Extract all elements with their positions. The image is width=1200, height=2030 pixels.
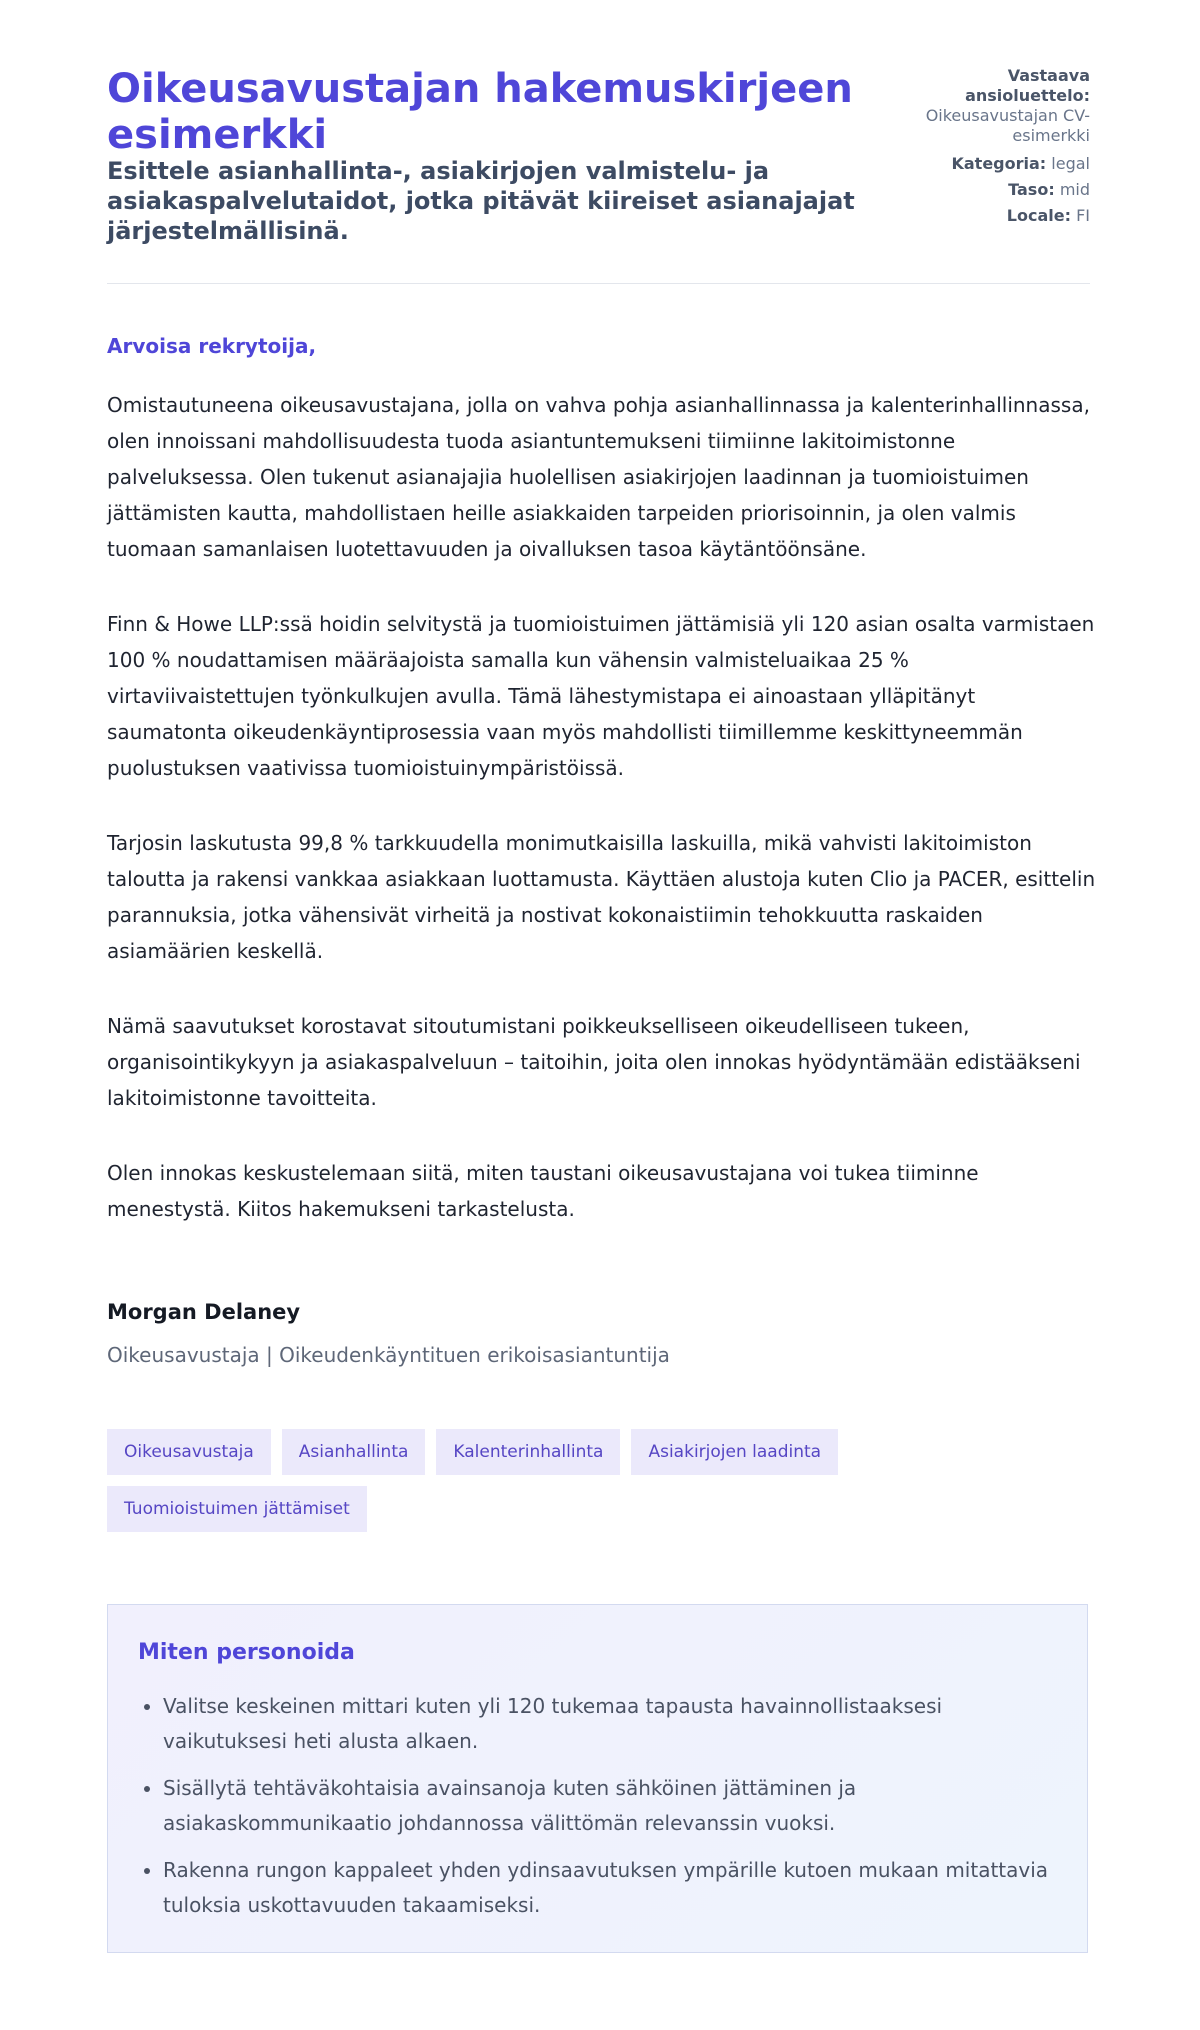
meta-category-label: Kategoria: <box>951 154 1047 173</box>
meta-category-value: legal <box>1051 154 1090 173</box>
signature-name: Morgan Delaney <box>107 1300 301 1324</box>
tip-item: • Sisällytä tehtäväkohtaisia avainsanoja kuten sähköinen jättäminen ja asiakaskommunikaatio johdannossa välittömän relevanssin vuoksi. <box>163 1771 1063 1841</box>
tips-title: Miten personoida <box>138 1640 355 1665</box>
signature-title: Oikeusavustaja | Oikeudenkäyntituen erikoisasiantuntija <box>107 1343 670 1367</box>
letter-paragraph: Tarjosin laskutusta 99,8 % tarkkuudella monimutkaisilla laskuilla, mikä vahvisti lakitoimiston taloutta ja rakensi vankkaa asiakkaan luottamusta. Käyttäen alustoja kuten Clio ja PACER, esittelin parannuksia, jotka vähensivät virheitä ja nostivat kokonaistiimin tehokkuutta raskaiden asiamäärien keskellä. <box>107 831 1096 963</box>
letter-paragraph: Omistautuneena oikeusavustajana, jolla on vahva pohja asianhallinnassa ja kalenterinhallinnassa, olen innoissani mahdollisuudesta tuoda asiantuntemukseni tiimiinne lakitoimistonne palveluksessa. Olen tukenut asianajajia huolellisen asiakirjojen laadinnan ja tuomioistuimen jättämisten kautta, mahdollistaen heille asiakkaiden tarpeiden priorisoinnin, ja olen valmis tuomaan samanlaisen luotettavuuden ja oivalluksen tasoa käytäntöönsäne. <box>107 393 1090 561</box>
keyword-tag: Asiakirjojen laadinta <box>631 1429 838 1475</box>
letter-paragraph: Finn & Howe LLP:ssä hoidin selvitystä ja tuomioistuimen jättämisiä yli 120 asian osalta varmistaen 100 % noudattamisen määräajoista samalla kun vähensin valmisteluaikaa 25 % virtaviivaistettujen työnkulkujen avulla. Tämä lähestymistapa ei ainoastaan ylläpitänyt saumatonta oikeudenkäyntiprosessia vaan myös mahdollisti tiimillemme keskittyneemmän puolustuksen vaativissa tuomioistuinympäristöissä. <box>107 612 1095 780</box>
meta-locale <box>900 206 1090 226</box>
meta-locale-value: FI <box>1076 206 1090 225</box>
meta-level <box>900 180 1090 200</box>
meta-panel <box>900 66 1090 232</box>
keyword-tag: Oikeusavustaja <box>107 1429 271 1475</box>
page-header <box>107 66 1090 284</box>
meta-resume <box>900 66 1090 146</box>
letter-body <box>107 387 1097 1266</box>
signature-block <box>107 1298 670 1369</box>
personalization-tips-box <box>107 1604 1088 1953</box>
keyword-tag: Tuomioistuimen jättämiset <box>107 1486 367 1532</box>
keyword-tag: Kalenterinhallinta <box>436 1429 620 1475</box>
letter-paragraph: Nämä saavutukset korostavat sitoutumistani poikkeukselliseen oikeudelliseen tukeen, organisointikykyyn ja asiakaspalveluun – taitoihin, joita olen innokas hyödyntämään edistääkseni lakitoimistonne tavoitteita. <box>107 1014 1081 1110</box>
meta-resume-label: Vastaava ansioluettelo: <box>965 66 1090 105</box>
meta-locale-label: Locale: <box>1006 206 1071 225</box>
meta-level-label: Taso: <box>1008 180 1055 199</box>
tip-item: • Rakenna rungon kappaleet yhden ydinsaavutuksen ympärille kutoen mukaan mitattavia tuloksia uskottavuuden takaamiseksi. <box>163 1853 1063 1923</box>
meta-level-value: mid <box>1059 180 1090 199</box>
letter-paragraph: Olen innokas keskustelemaan siitä, miten taustani oikeusavustajana voi tukea tiiminne menestystä. Kiitos hakemukseni tarkastelusta. <box>107 1161 979 1221</box>
meta-category <box>900 154 1090 174</box>
page-subtitle: Esittele asianhallinta-, asiakirjojen valmistelu- ja asiakaspalvelutaidot, jotka pitävät kiireiset asianajajat järjestelmällisinä. <box>107 157 855 245</box>
meta-resume-link[interactable]: Oikeusavustajan CV-esimerkki <box>925 106 1090 145</box>
keyword-tag: Asianhallinta <box>282 1429 426 1475</box>
letter-salutation: Arvoisa rekrytoija, <box>107 334 317 358</box>
keyword-tags <box>107 1429 927 1543</box>
page-title: Oikeusavustajan hakemuskirjeen esimerkki <box>107 66 853 158</box>
tips-list <box>138 1689 1063 1935</box>
tip-item: • Valitse keskeinen mittari kuten yli 120 tukemaa tapausta havainnollistaaksesi vaikutuksesi heti alusta alkaen. <box>163 1689 1063 1759</box>
